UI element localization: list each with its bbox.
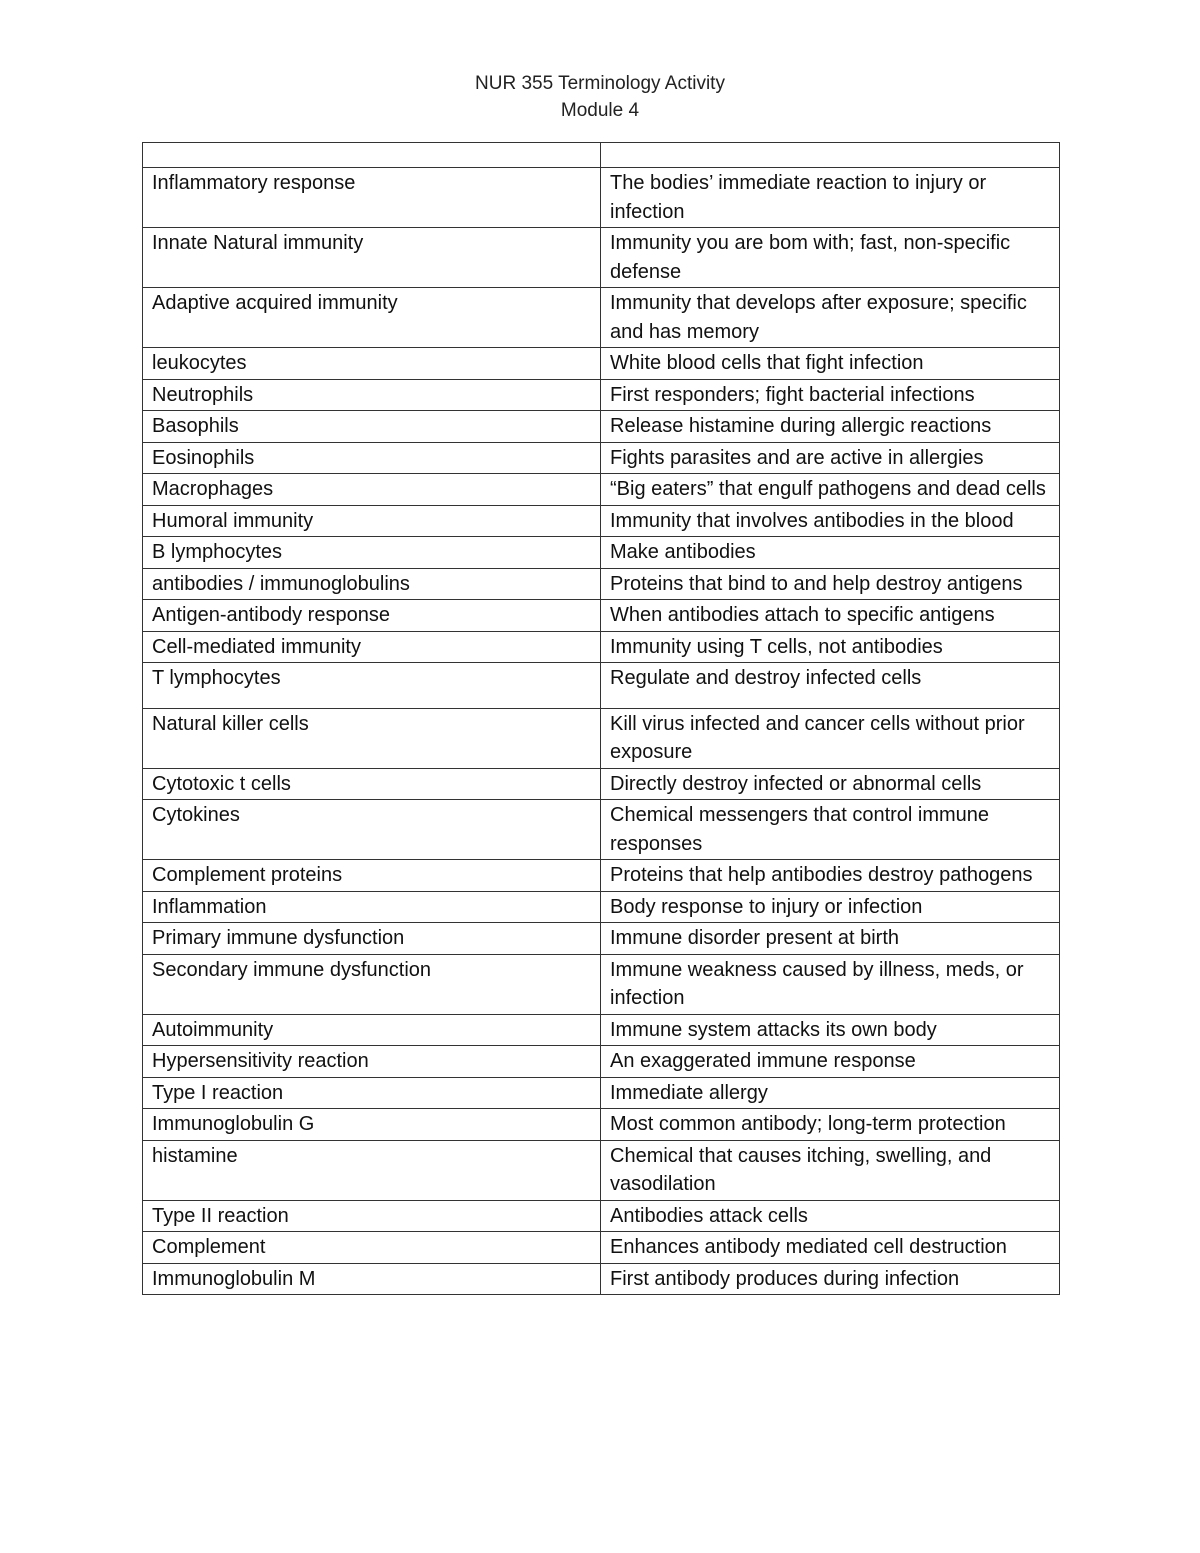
definition-cell: Regulate and destroy infected cells	[601, 663, 1060, 709]
definition-cell: Body response to injury or infection	[601, 891, 1060, 923]
definition-cell: Chemical messengers that control immune responses	[601, 800, 1060, 860]
table-row	[143, 600, 1060, 632]
header-cell-definition	[601, 143, 1060, 168]
table-row	[143, 631, 1060, 663]
definition-cell: First antibody produces during infection	[601, 1263, 1060, 1295]
table-row	[143, 505, 1060, 537]
table-row	[143, 1109, 1060, 1141]
definition-cell: An exaggerated immune response	[601, 1046, 1060, 1078]
definition-cell: Antibodies attack cells	[601, 1200, 1060, 1232]
definition-cell: First responders; fight bacterial infections	[601, 379, 1060, 411]
table-row	[143, 954, 1060, 1014]
definition-cell: Immune system attacks its own body	[601, 1014, 1060, 1046]
table-row	[143, 568, 1060, 600]
definition-cell: Chemical that causes itching, swelling, and vasodilation	[601, 1140, 1060, 1200]
definition-cell: Fights parasites and are active in allergies	[601, 442, 1060, 474]
term-cell: Basophils	[143, 411, 601, 443]
table-header-row	[143, 143, 1060, 168]
table-row	[143, 663, 1060, 709]
table-row	[143, 288, 1060, 348]
table-row	[143, 228, 1060, 288]
table-row	[143, 1140, 1060, 1200]
term-cell: T lymphocytes	[143, 663, 601, 709]
definition-cell: Immediate allergy	[601, 1077, 1060, 1109]
definition-cell: Immunity that develops after exposure; specific and has memory	[601, 288, 1060, 348]
term-cell: Secondary immune dysfunction	[143, 954, 601, 1014]
term-cell: Innate Natural immunity	[143, 228, 601, 288]
term-cell: Inflammation	[143, 891, 601, 923]
term-cell: Macrophages	[143, 474, 601, 506]
table-row	[143, 923, 1060, 955]
table-row	[143, 708, 1060, 768]
table-row	[143, 768, 1060, 800]
definition-cell: Immune disorder present at birth	[601, 923, 1060, 955]
term-cell: Eosinophils	[143, 442, 601, 474]
table-row	[143, 168, 1060, 228]
definition-cell: Kill virus infected and cancer cells without prior exposure	[601, 708, 1060, 768]
table-row	[143, 1077, 1060, 1109]
definition-cell: “Big eaters” that engulf pathogens and dead cells	[601, 474, 1060, 506]
term-cell: Cell-mediated immunity	[143, 631, 601, 663]
table-row	[143, 379, 1060, 411]
term-cell: Immunoglobulin G	[143, 1109, 601, 1141]
table-row	[143, 1232, 1060, 1264]
definition-cell: Make antibodies	[601, 537, 1060, 569]
term-cell: Type II reaction	[143, 1200, 601, 1232]
term-cell: Adaptive acquired immunity	[143, 288, 601, 348]
term-cell: antibodies / immunoglobulins	[143, 568, 601, 600]
term-cell: Cytokines	[143, 800, 601, 860]
term-cell: leukocytes	[143, 348, 601, 380]
definition-cell: Immunity using T cells, not antibodies	[601, 631, 1060, 663]
term-cell: B lymphocytes	[143, 537, 601, 569]
definition-cell: White blood cells that fight infection	[601, 348, 1060, 380]
term-cell: Hypersensitivity reaction	[143, 1046, 601, 1078]
term-cell: histamine	[143, 1140, 601, 1200]
header-cell-term	[143, 143, 601, 168]
term-cell: Primary immune dysfunction	[143, 923, 601, 955]
table-row	[143, 800, 1060, 860]
term-cell: Inflammatory response	[143, 168, 601, 228]
definition-cell: The bodies’ immediate reaction to injury or infection	[601, 168, 1060, 228]
table-row	[143, 1200, 1060, 1232]
page-header	[0, 70, 1200, 124]
table-row	[143, 860, 1060, 892]
table-row	[143, 442, 1060, 474]
table-row	[143, 474, 1060, 506]
definition-cell: Immunity you are bom with; fast, non-specific defense	[601, 228, 1060, 288]
table-row	[143, 411, 1060, 443]
table-row	[143, 1014, 1060, 1046]
definition-cell: When antibodies attach to specific antigens	[601, 600, 1060, 632]
table-row	[143, 348, 1060, 380]
document-title: NUR 355 Terminology Activity	[475, 73, 725, 94]
term-cell: Complement proteins	[143, 860, 601, 892]
term-cell: Neutrophils	[143, 379, 601, 411]
terminology-table	[142, 142, 1060, 1295]
term-cell: Autoimmunity	[143, 1014, 601, 1046]
definition-cell: Proteins that bind to and help destroy antigens	[601, 568, 1060, 600]
definition-cell: Most common antibody; long-term protection	[601, 1109, 1060, 1141]
definition-cell: Enhances antibody mediated cell destruction	[601, 1232, 1060, 1264]
definition-cell: Immunity that involves antibodies in the blood	[601, 505, 1060, 537]
definition-cell: Immune weakness caused by illness, meds, or infection	[601, 954, 1060, 1014]
document-subtitle: Module 4	[560, 100, 640, 121]
table-row	[143, 891, 1060, 923]
term-cell: Immunoglobulin M	[143, 1263, 601, 1295]
table-row	[143, 1046, 1060, 1078]
table-row	[143, 1263, 1060, 1295]
definition-cell: Proteins that help antibodies destroy pathogens	[601, 860, 1060, 892]
definition-cell: Directly destroy infected or abnormal cells	[601, 768, 1060, 800]
term-cell: Cytotoxic t cells	[143, 768, 601, 800]
term-cell: Antigen-antibody response	[143, 600, 601, 632]
term-cell: Complement	[143, 1232, 601, 1264]
term-cell: Type I reaction	[143, 1077, 601, 1109]
term-cell: Natural killer cells	[143, 708, 601, 768]
table-row	[143, 537, 1060, 569]
term-cell: Humoral immunity	[143, 505, 601, 537]
definition-cell: Release histamine during allergic reactions	[601, 411, 1060, 443]
